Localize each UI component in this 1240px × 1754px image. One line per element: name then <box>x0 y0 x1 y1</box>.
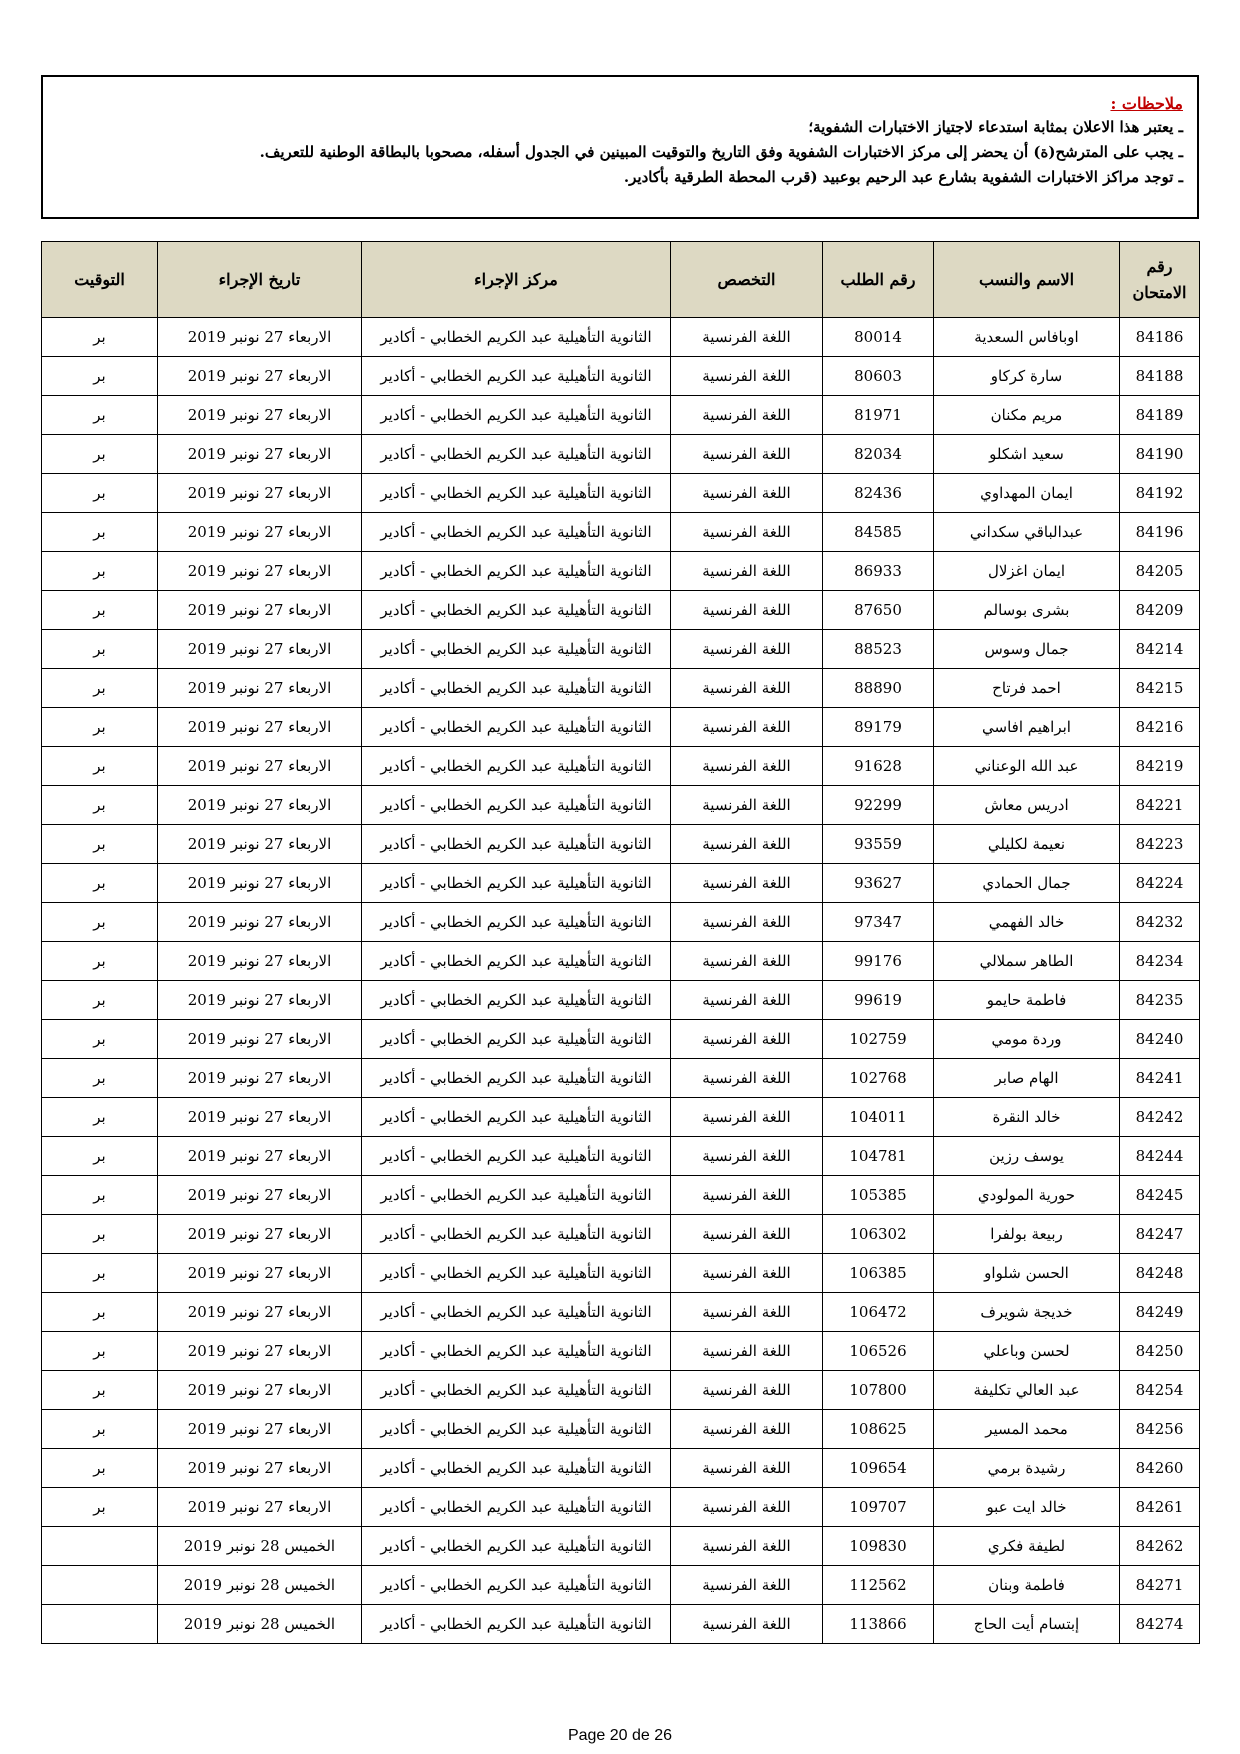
cell-request-no: 89179 <box>823 708 934 747</box>
cell-time: بر <box>42 825 158 864</box>
cell-exam-no: 84205 <box>1120 552 1200 591</box>
cell-exam-no: 84186 <box>1120 318 1200 357</box>
cell-time: بر <box>42 903 158 942</box>
candidates-table-wrap <box>41 241 1199 1644</box>
cell-name: ابراهيم افاسي <box>934 708 1120 747</box>
cell-date: الاربعاء 27 نونبر 2019 <box>158 747 362 786</box>
cell-date: الاربعاء 27 نونبر 2019 <box>158 708 362 747</box>
cell-request-no: 92299 <box>823 786 934 825</box>
cell-name: الهام صابر <box>934 1059 1120 1098</box>
cell-date: الخميس 28 نونبر 2019 <box>158 1527 362 1566</box>
cell-specialty: اللغة الفرنسية <box>671 786 823 825</box>
cell-name: ايمان المهداوي <box>934 474 1120 513</box>
cell-name: عبدالباقي سكداني <box>934 513 1120 552</box>
cell-name: فاطمة حايمو <box>934 981 1120 1020</box>
cell-center: الثانوية التأهيلية عبد الكريم الخطابي - أكادير <box>362 747 671 786</box>
note-line-2: ـ يجب على المترشح(ة) أن يحضر إلى مركز الاختبارات الشفوية وفق التاريخ والتوقيت المبينين في الجدول أسفله، مصحوبا بالبطاقة الوطنية للتعريف. <box>259 143 1183 161</box>
cell-center: الثانوية التأهيلية عبد الكريم الخطابي - أكادير <box>362 786 671 825</box>
cell-name: عبد الله الوعناني <box>934 747 1120 786</box>
table-row <box>42 1215 1200 1254</box>
cell-name: حورية المولودي <box>934 1176 1120 1215</box>
table-row <box>42 864 1200 903</box>
cell-name: مريم مكنان <box>934 396 1120 435</box>
cell-specialty: اللغة الفرنسية <box>671 1488 823 1527</box>
cell-center: الثانوية التأهيلية عبد الكريم الخطابي - أكادير <box>362 513 671 552</box>
cell-request-no: 113866 <box>823 1605 934 1644</box>
cell-time: بر <box>42 981 158 1020</box>
cell-exam-no: 84196 <box>1120 513 1200 552</box>
cell-time: بر <box>42 1176 158 1215</box>
cell-exam-no: 84242 <box>1120 1098 1200 1137</box>
cell-date: الاربعاء 27 نونبر 2019 <box>158 942 362 981</box>
cell-specialty: اللغة الفرنسية <box>671 708 823 747</box>
cell-request-no: 81971 <box>823 396 934 435</box>
cell-center: الثانوية التأهيلية عبد الكريم الخطابي - أكادير <box>362 1488 671 1527</box>
table-row <box>42 474 1200 513</box>
note-line-3: ـ توجد مراكز الاختبارات الشفوية بشارع عبد الرحيم بوعبيد (قرب المحطة الطرقية بأكادير. <box>623 168 1183 186</box>
cell-date: الخميس 28 نونبر 2019 <box>158 1566 362 1605</box>
cell-specialty: اللغة الفرنسية <box>671 1293 823 1332</box>
cell-request-no: 86933 <box>823 552 934 591</box>
cell-center: الثانوية التأهيلية عبد الكريم الخطابي - أكادير <box>362 630 671 669</box>
cell-time <box>42 1527 158 1566</box>
cell-request-no: 106526 <box>823 1332 934 1371</box>
cell-exam-no: 84249 <box>1120 1293 1200 1332</box>
cell-date: الاربعاء 27 نونبر 2019 <box>158 1293 362 1332</box>
cell-name: بشرى بوسالم <box>934 591 1120 630</box>
cell-name: يوسف رزين <box>934 1137 1120 1176</box>
cell-center: الثانوية التأهيلية عبد الكريم الخطابي - أكادير <box>362 318 671 357</box>
cell-time: بر <box>42 669 158 708</box>
cell-center: الثانوية التأهيلية عبد الكريم الخطابي - أكادير <box>362 1566 671 1605</box>
cell-time: بر <box>42 552 158 591</box>
cell-date: الخميس 28 نونبر 2019 <box>158 1605 362 1644</box>
table-row <box>42 1059 1200 1098</box>
cell-name: عبد العالي تكليفة <box>934 1371 1120 1410</box>
cell-name: خالد ايت عبو <box>934 1488 1120 1527</box>
cell-exam-no: 84223 <box>1120 825 1200 864</box>
cell-date: الاربعاء 27 نونبر 2019 <box>158 825 362 864</box>
header-time: التوقيت <box>42 242 158 318</box>
cell-center: الثانوية التأهيلية عبد الكريم الخطابي - أكادير <box>362 1371 671 1410</box>
cell-specialty: اللغة الفرنسية <box>671 942 823 981</box>
cell-request-no: 88890 <box>823 669 934 708</box>
cell-specialty: اللغة الفرنسية <box>671 1215 823 1254</box>
cell-request-no: 109654 <box>823 1449 934 1488</box>
cell-name: ايمان اغزلال <box>934 552 1120 591</box>
cell-time: بر <box>42 1371 158 1410</box>
cell-specialty: اللغة الفرنسية <box>671 1449 823 1488</box>
note-line-1: ـ يعتبر هذا الاعلان بمثابة استدعاء لاجتياز الاختبارات الشفوية؛ <box>808 118 1183 136</box>
cell-request-no: 84585 <box>823 513 934 552</box>
header-center: مركز الإجراء <box>362 242 671 318</box>
cell-center: الثانوية التأهيلية عبد الكريم الخطابي - أكادير <box>362 1176 671 1215</box>
cell-date: الاربعاء 27 نونبر 2019 <box>158 1098 362 1137</box>
cell-center: الثانوية التأهيلية عبد الكريم الخطابي - أكادير <box>362 1137 671 1176</box>
cell-time: بر <box>42 1332 158 1371</box>
cell-specialty: اللغة الفرنسية <box>671 318 823 357</box>
cell-request-no: 91628 <box>823 747 934 786</box>
cell-time: بر <box>42 630 158 669</box>
notes-box <box>41 75 1199 219</box>
cell-exam-no: 84235 <box>1120 981 1200 1020</box>
cell-exam-no: 84190 <box>1120 435 1200 474</box>
table-row <box>42 1332 1200 1371</box>
cell-specialty: اللغة الفرنسية <box>671 1254 823 1293</box>
cell-center: الثانوية التأهيلية عبد الكريم الخطابي - أكادير <box>362 1527 671 1566</box>
header-specialty: التخصص <box>671 242 823 318</box>
cell-specialty: اللغة الفرنسية <box>671 591 823 630</box>
cell-request-no: 108625 <box>823 1410 934 1449</box>
table-row <box>42 669 1200 708</box>
cell-exam-no: 84216 <box>1120 708 1200 747</box>
table-row <box>42 1566 1200 1605</box>
cell-specialty: اللغة الفرنسية <box>671 396 823 435</box>
cell-specialty: اللغة الفرنسية <box>671 981 823 1020</box>
table-row <box>42 708 1200 747</box>
cell-specialty: اللغة الفرنسية <box>671 513 823 552</box>
cell-center: الثانوية التأهيلية عبد الكريم الخطابي - أكادير <box>362 1410 671 1449</box>
cell-date: الاربعاء 27 نونبر 2019 <box>158 669 362 708</box>
table-row <box>42 1098 1200 1137</box>
cell-specialty: اللغة الفرنسية <box>671 435 823 474</box>
cell-specialty: اللغة الفرنسية <box>671 903 823 942</box>
cell-time: بر <box>42 1020 158 1059</box>
cell-exam-no: 84248 <box>1120 1254 1200 1293</box>
cell-request-no: 93559 <box>823 825 934 864</box>
cell-exam-no: 84224 <box>1120 864 1200 903</box>
cell-name: اوبافاس السعدية <box>934 318 1120 357</box>
cell-exam-no: 84209 <box>1120 591 1200 630</box>
table-row <box>42 552 1200 591</box>
cell-request-no: 106385 <box>823 1254 934 1293</box>
table-row <box>42 357 1200 396</box>
cell-exam-no: 84215 <box>1120 669 1200 708</box>
cell-request-no: 80603 <box>823 357 934 396</box>
table-row <box>42 591 1200 630</box>
cell-date: الاربعاء 27 نونبر 2019 <box>158 1215 362 1254</box>
table-row <box>42 1605 1200 1644</box>
cell-date: الاربعاء 27 نونبر 2019 <box>158 903 362 942</box>
cell-time: بر <box>42 747 158 786</box>
table-row <box>42 1176 1200 1215</box>
cell-center: الثانوية التأهيلية عبد الكريم الخطابي - أكادير <box>362 1293 671 1332</box>
cell-date: الاربعاء 27 نونبر 2019 <box>158 513 362 552</box>
cell-exam-no: 84274 <box>1120 1605 1200 1644</box>
cell-exam-no: 84221 <box>1120 786 1200 825</box>
cell-exam-no: 84262 <box>1120 1527 1200 1566</box>
cell-specialty: اللغة الفرنسية <box>671 357 823 396</box>
table-row <box>42 1293 1200 1332</box>
table-row <box>42 1527 1200 1566</box>
cell-exam-no: 84232 <box>1120 903 1200 942</box>
cell-center: الثانوية التأهيلية عبد الكريم الخطابي - أكادير <box>362 1449 671 1488</box>
cell-name: نعيمة لكليلي <box>934 825 1120 864</box>
cell-time: بر <box>42 786 158 825</box>
cell-exam-no: 84244 <box>1120 1137 1200 1176</box>
cell-exam-no: 84250 <box>1120 1332 1200 1371</box>
cell-date: الاربعاء 27 نونبر 2019 <box>158 396 362 435</box>
cell-name: ادريس معاش <box>934 786 1120 825</box>
candidates-table <box>41 241 1200 1644</box>
cell-center: الثانوية التأهيلية عبد الكريم الخطابي - أكادير <box>362 864 671 903</box>
cell-date: الاربعاء 27 نونبر 2019 <box>158 981 362 1020</box>
cell-exam-no: 84219 <box>1120 747 1200 786</box>
table-row <box>42 513 1200 552</box>
cell-name: جمال وسوس <box>934 630 1120 669</box>
cell-center: الثانوية التأهيلية عبد الكريم الخطابي - أكادير <box>362 591 671 630</box>
cell-center: الثانوية التأهيلية عبد الكريم الخطابي - أكادير <box>362 1020 671 1059</box>
cell-name: محمد المسير <box>934 1410 1120 1449</box>
cell-time: بر <box>42 1410 158 1449</box>
cell-request-no: 99619 <box>823 981 934 1020</box>
table-row <box>42 942 1200 981</box>
table-row <box>42 825 1200 864</box>
cell-date: الاربعاء 27 نونبر 2019 <box>158 786 362 825</box>
cell-request-no: 97347 <box>823 903 934 942</box>
cell-center: الثانوية التأهيلية عبد الكريم الخطابي - أكادير <box>362 825 671 864</box>
cell-date: الاربعاء 27 نونبر 2019 <box>158 864 362 903</box>
cell-center: الثانوية التأهيلية عبد الكريم الخطابي - أكادير <box>362 1215 671 1254</box>
cell-exam-no: 84188 <box>1120 357 1200 396</box>
table-row <box>42 396 1200 435</box>
cell-time: بر <box>42 864 158 903</box>
cell-date: الاربعاء 27 نونبر 2019 <box>158 357 362 396</box>
cell-date: الاربعاء 27 نونبر 2019 <box>158 591 362 630</box>
cell-name: سعيد اشكلو <box>934 435 1120 474</box>
cell-center: الثانوية التأهيلية عبد الكريم الخطابي - أكادير <box>362 942 671 981</box>
table-row <box>42 1488 1200 1527</box>
cell-center: الثانوية التأهيلية عبد الكريم الخطابي - أكادير <box>362 1059 671 1098</box>
cell-date: الاربعاء 27 نونبر 2019 <box>158 1371 362 1410</box>
cell-request-no: 87650 <box>823 591 934 630</box>
cell-name: الطاهر سملالي <box>934 942 1120 981</box>
cell-exam-no: 84234 <box>1120 942 1200 981</box>
cell-name: لطيفة فكري <box>934 1527 1120 1566</box>
cell-exam-no: 84254 <box>1120 1371 1200 1410</box>
cell-request-no: 93627 <box>823 864 934 903</box>
cell-exam-no: 84245 <box>1120 1176 1200 1215</box>
cell-specialty: اللغة الفرنسية <box>671 1371 823 1410</box>
table-row <box>42 903 1200 942</box>
cell-exam-no: 84189 <box>1120 396 1200 435</box>
cell-time: بر <box>42 1293 158 1332</box>
cell-specialty: اللغة الفرنسية <box>671 747 823 786</box>
cell-center: الثانوية التأهيلية عبد الكريم الخطابي - أكادير <box>362 1332 671 1371</box>
header-exam-no: رقم الامتحان <box>1120 242 1200 318</box>
cell-request-no: 109830 <box>823 1527 934 1566</box>
cell-specialty: اللغة الفرنسية <box>671 552 823 591</box>
cell-specialty: اللغة الفرنسية <box>671 1605 823 1644</box>
cell-date: الاربعاء 27 نونبر 2019 <box>158 552 362 591</box>
header-request-no: رقم الطلب <box>823 242 934 318</box>
cell-name: جمال الحمادي <box>934 864 1120 903</box>
cell-name: فاطمة وبنان <box>934 1566 1120 1605</box>
cell-time: بر <box>42 396 158 435</box>
cell-request-no: 106472 <box>823 1293 934 1332</box>
cell-name: ربيعة بولفرا <box>934 1215 1120 1254</box>
cell-center: الثانوية التأهيلية عبد الكريم الخطابي - أكادير <box>362 981 671 1020</box>
cell-name: سارة كركاو <box>934 357 1120 396</box>
cell-time: بر <box>42 1449 158 1488</box>
table-row <box>42 1137 1200 1176</box>
cell-center: الثانوية التأهيلية عبد الكريم الخطابي - أكادير <box>362 669 671 708</box>
cell-name: خالد الفهمي <box>934 903 1120 942</box>
cell-name: إبتسام أيت الحاج <box>934 1605 1120 1644</box>
cell-time: بر <box>42 1098 158 1137</box>
cell-name: خديجة شويرف <box>934 1293 1120 1332</box>
cell-time: بر <box>42 942 158 981</box>
header-name: الاسم والنسب <box>934 242 1120 318</box>
cell-time: بر <box>42 1215 158 1254</box>
cell-time: بر <box>42 1488 158 1527</box>
cell-exam-no: 84247 <box>1120 1215 1200 1254</box>
cell-specialty: اللغة الفرنسية <box>671 1410 823 1449</box>
page-footer: Page 20 de 26 <box>567 1727 673 1744</box>
cell-date: الاربعاء 27 نونبر 2019 <box>158 1059 362 1098</box>
cell-request-no: 106302 <box>823 1215 934 1254</box>
cell-exam-no: 84241 <box>1120 1059 1200 1098</box>
cell-date: الاربعاء 27 نونبر 2019 <box>158 474 362 513</box>
table-row <box>42 1020 1200 1059</box>
cell-specialty: اللغة الفرنسية <box>671 669 823 708</box>
cell-specialty: اللغة الفرنسية <box>671 1176 823 1215</box>
cell-specialty: اللغة الفرنسية <box>671 1566 823 1605</box>
cell-request-no: 104011 <box>823 1098 934 1137</box>
cell-request-no: 82436 <box>823 474 934 513</box>
cell-name: احمد فرتاح <box>934 669 1120 708</box>
cell-specialty: اللغة الفرنسية <box>671 825 823 864</box>
cell-time: بر <box>42 1059 158 1098</box>
cell-specialty: اللغة الفرنسية <box>671 1020 823 1059</box>
cell-time: بر <box>42 318 158 357</box>
cell-specialty: اللغة الفرنسية <box>671 1059 823 1098</box>
cell-center: الثانوية التأهيلية عبد الكريم الخطابي - أكادير <box>362 1605 671 1644</box>
cell-time: بر <box>42 708 158 747</box>
table-row <box>42 747 1200 786</box>
cell-date: الاربعاء 27 نونبر 2019 <box>158 1176 362 1215</box>
cell-name: وردة مومي <box>934 1020 1120 1059</box>
cell-name: رشيدة برمي <box>934 1449 1120 1488</box>
cell-request-no: 107800 <box>823 1371 934 1410</box>
cell-specialty: اللغة الفرنسية <box>671 1527 823 1566</box>
cell-date: الاربعاء 27 نونبر 2019 <box>158 1254 362 1293</box>
cell-specialty: اللغة الفرنسية <box>671 1137 823 1176</box>
cell-specialty: اللغة الفرنسية <box>671 474 823 513</box>
cell-exam-no: 84214 <box>1120 630 1200 669</box>
cell-center: الثانوية التأهيلية عبد الكريم الخطابي - أكادير <box>362 357 671 396</box>
cell-name: الحسن شلواو <box>934 1254 1120 1293</box>
cell-time: بر <box>42 591 158 630</box>
cell-date: الاربعاء 27 نونبر 2019 <box>158 1410 362 1449</box>
cell-request-no: 104781 <box>823 1137 934 1176</box>
cell-request-no: 99176 <box>823 942 934 981</box>
notes-title: ملاحظات : <box>1110 94 1183 113</box>
table-row <box>42 1254 1200 1293</box>
cell-request-no: 109707 <box>823 1488 934 1527</box>
cell-specialty: اللغة الفرنسية <box>671 630 823 669</box>
table-row <box>42 1410 1200 1449</box>
table-row <box>42 318 1200 357</box>
cell-time: بر <box>42 357 158 396</box>
cell-date: الاربعاء 27 نونبر 2019 <box>158 630 362 669</box>
cell-center: الثانوية التأهيلية عبد الكريم الخطابي - أكادير <box>362 474 671 513</box>
cell-center: الثانوية التأهيلية عبد الكريم الخطابي - أكادير <box>362 435 671 474</box>
cell-center: الثانوية التأهيلية عبد الكريم الخطابي - أكادير <box>362 903 671 942</box>
cell-exam-no: 84260 <box>1120 1449 1200 1488</box>
cell-request-no: 102759 <box>823 1020 934 1059</box>
table-row <box>42 435 1200 474</box>
cell-date: الاربعاء 27 نونبر 2019 <box>158 435 362 474</box>
cell-exam-no: 84261 <box>1120 1488 1200 1527</box>
cell-exam-no: 84192 <box>1120 474 1200 513</box>
cell-specialty: اللغة الفرنسية <box>671 864 823 903</box>
cell-date: الاربعاء 27 نونبر 2019 <box>158 318 362 357</box>
cell-date: الاربعاء 27 نونبر 2019 <box>158 1137 362 1176</box>
cell-exam-no: 84240 <box>1120 1020 1200 1059</box>
header-date: تاريخ الإجراء <box>158 242 362 318</box>
cell-time <box>42 1566 158 1605</box>
cell-request-no: 80014 <box>823 318 934 357</box>
table-row <box>42 786 1200 825</box>
cell-center: الثانوية التأهيلية عبد الكريم الخطابي - أكادير <box>362 1098 671 1137</box>
cell-time: بر <box>42 474 158 513</box>
cell-center: الثانوية التأهيلية عبد الكريم الخطابي - أكادير <box>362 552 671 591</box>
cell-exam-no: 84256 <box>1120 1410 1200 1449</box>
table-header-row <box>42 242 1200 318</box>
cell-time: بر <box>42 435 158 474</box>
cell-request-no: 88523 <box>823 630 934 669</box>
cell-name: خالد النقرة <box>934 1098 1120 1137</box>
cell-specialty: اللغة الفرنسية <box>671 1098 823 1137</box>
cell-time: بر <box>42 1254 158 1293</box>
table-row <box>42 630 1200 669</box>
table-row <box>42 981 1200 1020</box>
cell-specialty: اللغة الفرنسية <box>671 1332 823 1371</box>
table-row <box>42 1449 1200 1488</box>
cell-request-no: 82034 <box>823 435 934 474</box>
cell-date: الاربعاء 27 نونبر 2019 <box>158 1020 362 1059</box>
cell-name: لحسن وباعلي <box>934 1332 1120 1371</box>
cell-time <box>42 1605 158 1644</box>
cell-request-no: 112562 <box>823 1566 934 1605</box>
cell-date: الاربعاء 27 نونبر 2019 <box>158 1449 362 1488</box>
cell-time: بر <box>42 513 158 552</box>
cell-request-no: 102768 <box>823 1059 934 1098</box>
cell-date: الاربعاء 27 نونبر 2019 <box>158 1488 362 1527</box>
table-row <box>42 1371 1200 1410</box>
cell-date: الاربعاء 27 نونبر 2019 <box>158 1332 362 1371</box>
cell-center: الثانوية التأهيلية عبد الكريم الخطابي - أكادير <box>362 396 671 435</box>
cell-time: بر <box>42 1137 158 1176</box>
cell-request-no: 105385 <box>823 1176 934 1215</box>
cell-center: الثانوية التأهيلية عبد الكريم الخطابي - أكادير <box>362 708 671 747</box>
table-body <box>42 318 1200 1644</box>
cell-center: الثانوية التأهيلية عبد الكريم الخطابي - أكادير <box>362 1254 671 1293</box>
cell-exam-no: 84271 <box>1120 1566 1200 1605</box>
